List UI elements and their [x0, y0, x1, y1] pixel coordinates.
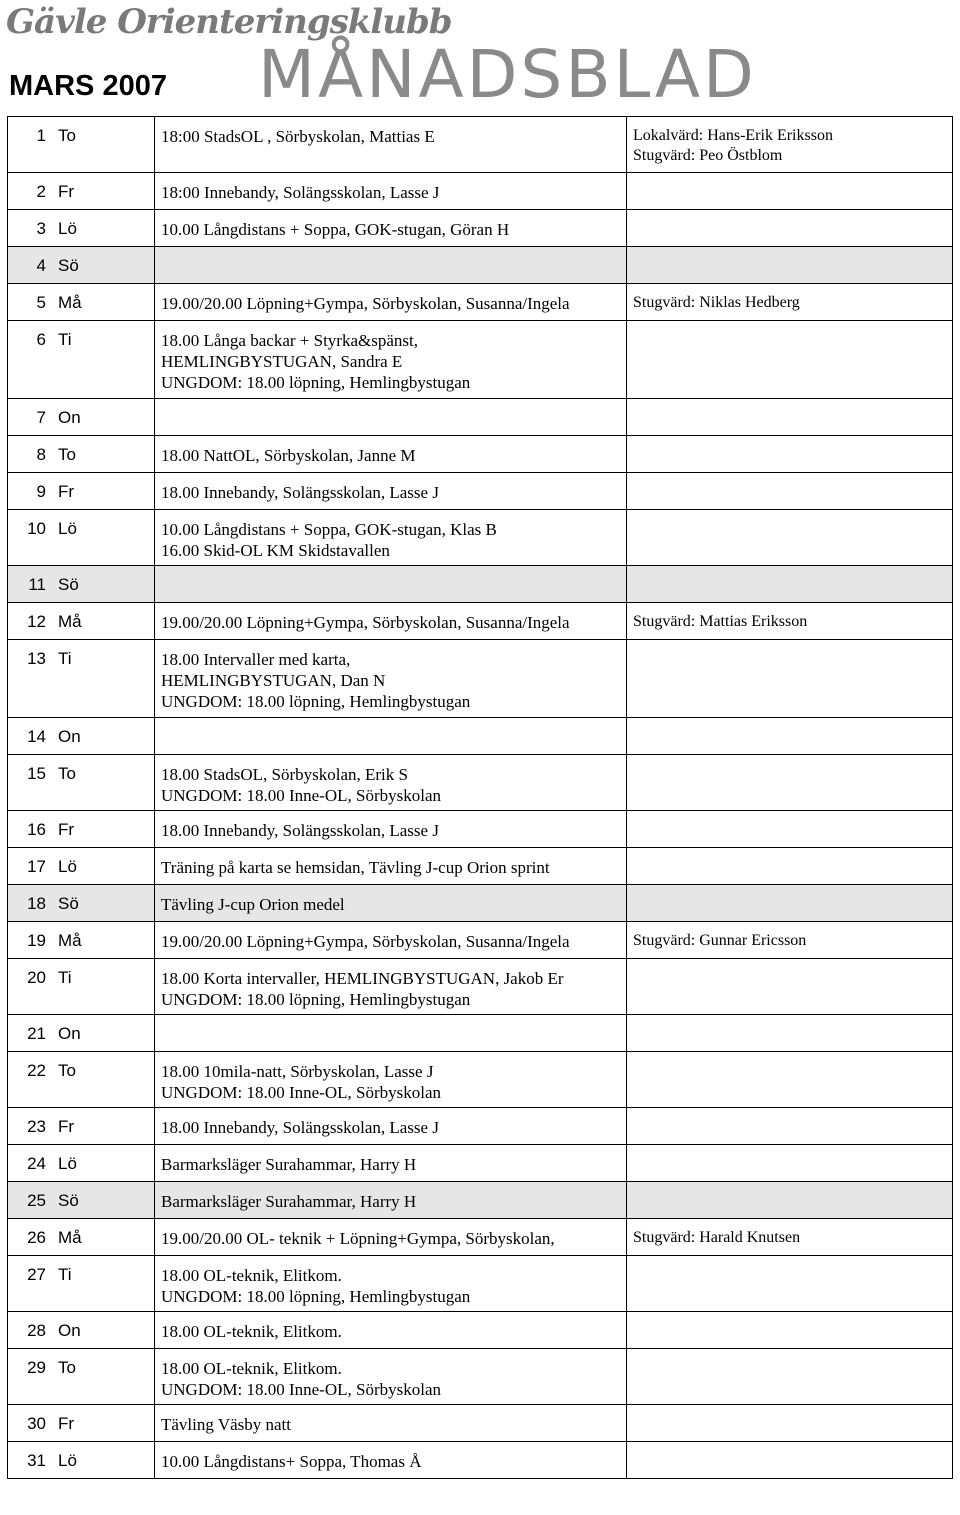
- day-row: [8, 848, 953, 885]
- day-row: [8, 210, 953, 247]
- activity-line: 18:00 StadsOL , Sörbyskolan, Mattias E: [161, 127, 435, 146]
- weekday: Må: [50, 284, 155, 321]
- host-note-cell: [627, 959, 953, 1015]
- activity-cell: [155, 1052, 627, 1108]
- host-note-cell: [627, 321, 953, 399]
- day-number: 25: [8, 1182, 51, 1219]
- host-note-line: Stugvärd: Harald Knutsen: [633, 1229, 801, 1246]
- activity-cell: [155, 510, 627, 566]
- activity-cell: [155, 959, 627, 1015]
- host-note-cell: [627, 1052, 953, 1108]
- publication-title: MÅNADSBLAD: [258, 36, 757, 113]
- day-row: [8, 1052, 953, 1108]
- activity-line: 16.00 Skid-OL KM Skidstavallen: [161, 541, 390, 560]
- activity-cell: [155, 210, 627, 247]
- activity-cell: [155, 718, 627, 755]
- day-number: 27: [8, 1256, 51, 1312]
- weekday: To: [50, 755, 155, 811]
- activity-cell: [155, 1182, 627, 1219]
- day-row: [8, 566, 953, 603]
- activity-cell: [155, 755, 627, 811]
- host-note-line: Stugvärd: Niklas Hedberg: [633, 294, 800, 311]
- weekday: Lö: [50, 1145, 155, 1182]
- day-row: [8, 247, 953, 284]
- activity-line: 19.00/20.00 Löpning+Gympa, Sörbyskolan, Susanna/Ingela: [161, 932, 570, 951]
- activity-line: 18.00 Korta intervaller, HEMLINGBYSTUGAN, Jakob Er: [161, 969, 564, 988]
- activity-line: 18.00 10mila-natt, Sörbyskolan, Lasse J: [161, 1062, 434, 1081]
- activity-line: 18.00 Innebandy, Solängsskolan, Lasse J: [161, 821, 439, 840]
- activity-line: 18.00 Långa backar + Styrka&spänst,: [161, 331, 418, 350]
- weekday: Lö: [50, 510, 155, 566]
- host-note-cell: [627, 1015, 953, 1052]
- activity-line: Barmarksläger Surahammar, Harry H: [161, 1155, 417, 1174]
- day-row: [8, 1442, 953, 1479]
- day-row: [8, 1219, 953, 1256]
- day-number: 16: [8, 811, 51, 848]
- day-row: [8, 399, 953, 436]
- day-row: [8, 173, 953, 210]
- activity-cell: [155, 1145, 627, 1182]
- activity-line: 18:00 Innebandy, Solängsskolan, Lasse J: [161, 183, 440, 202]
- day-row: [8, 1145, 953, 1182]
- day-row: [8, 922, 953, 959]
- day-number: 19: [8, 922, 51, 959]
- host-note-cell: [627, 1256, 953, 1312]
- day-number: 11: [8, 566, 51, 603]
- calendar-body: [8, 117, 953, 1479]
- activity-cell: [155, 1219, 627, 1256]
- activity-line: 18.00 OL-teknik, Elitkom.: [161, 1359, 342, 1378]
- calendar-table: [7, 116, 953, 1479]
- weekday: Lö: [50, 210, 155, 247]
- activity-line: Träning på karta se hemsidan, Tävling J-cup Orion sprint: [161, 858, 550, 877]
- day-row: [8, 1349, 953, 1405]
- day-row: [8, 811, 953, 848]
- day-number: 31: [8, 1442, 51, 1479]
- day-number: 4: [8, 247, 51, 284]
- weekday: Ti: [50, 321, 155, 399]
- host-note-cell: [627, 117, 953, 173]
- weekday: Fr: [50, 473, 155, 510]
- activity-line: UNGDOM: 18.00 löpning, Hemlingbystugan: [161, 692, 471, 711]
- weekday: On: [50, 1015, 155, 1052]
- activity-cell: [155, 436, 627, 473]
- activity-line: 19.00/20.00 Löpning+Gympa, Sörbyskolan, Susanna/Ingela: [161, 294, 570, 313]
- activity-cell: [155, 1442, 627, 1479]
- day-number: 10: [8, 510, 51, 566]
- weekday: To: [50, 436, 155, 473]
- activity-line: UNGDOM: 18.00 löpning, Hemlingbystugan: [161, 1287, 471, 1306]
- day-row: [8, 473, 953, 510]
- host-note-line: Stugvärd: Peo Östblom: [633, 147, 783, 164]
- day-row: [8, 436, 953, 473]
- host-note-cell: [627, 811, 953, 848]
- weekday: On: [50, 399, 155, 436]
- activity-line: HEMLINGBYSTUGAN, Dan N: [161, 671, 386, 690]
- activity-cell: [155, 1349, 627, 1405]
- host-note-cell: [627, 640, 953, 718]
- weekday: To: [50, 117, 155, 173]
- activity-line: 18.00 StadsOL, Sörbyskolan, Erik S: [161, 765, 408, 784]
- activity-cell: [155, 473, 627, 510]
- weekday: Sö: [50, 885, 155, 922]
- weekday: Ti: [50, 1256, 155, 1312]
- activity-line: 18.00 Innebandy, Solängsskolan, Lasse J: [161, 483, 439, 502]
- host-note-cell: [627, 284, 953, 321]
- weekday: To: [50, 1052, 155, 1108]
- host-note-cell: [627, 399, 953, 436]
- day-number: 20: [8, 959, 51, 1015]
- activity-cell: [155, 922, 627, 959]
- day-row: [8, 640, 953, 718]
- day-number: 14: [8, 718, 51, 755]
- host-note-cell: [627, 718, 953, 755]
- weekday: Lö: [50, 848, 155, 885]
- weekday: Lö: [50, 1442, 155, 1479]
- activity-cell: [155, 603, 627, 640]
- day-row: [8, 1312, 953, 1349]
- day-number: 2: [8, 173, 51, 210]
- host-note-line: Stugvärd: Gunnar Ericsson: [633, 932, 807, 949]
- day-row: [8, 1405, 953, 1442]
- host-note-cell: [627, 173, 953, 210]
- month-title: MARS 2007: [9, 70, 167, 102]
- weekday: Sö: [50, 247, 155, 284]
- host-note-cell: [627, 436, 953, 473]
- host-note-cell: [627, 473, 953, 510]
- day-number: 29: [8, 1349, 51, 1405]
- activity-cell: [155, 1405, 627, 1442]
- day-number: 21: [8, 1015, 51, 1052]
- activity-cell: [155, 885, 627, 922]
- weekday: On: [50, 1312, 155, 1349]
- weekday: Sö: [50, 566, 155, 603]
- host-note-cell: [627, 1219, 953, 1256]
- weekday: Må: [50, 603, 155, 640]
- day-row: [8, 321, 953, 399]
- activity-cell: [155, 1312, 627, 1349]
- day-number: 30: [8, 1405, 51, 1442]
- weekday: Sö: [50, 1182, 155, 1219]
- host-note-line: Lokalvärd: Hans-Erik Eriksson: [633, 127, 833, 144]
- day-row: [8, 1108, 953, 1145]
- day-number: 12: [8, 603, 51, 640]
- activity-line: Tävling Väsby natt: [161, 1415, 291, 1434]
- day-number: 6: [8, 321, 51, 399]
- activity-line: 18.00 OL-teknik, Elitkom.: [161, 1266, 342, 1285]
- day-row: [8, 959, 953, 1015]
- masthead: [0, 0, 960, 118]
- day-number: 22: [8, 1052, 51, 1108]
- host-note-cell: [627, 1108, 953, 1145]
- day-number: 24: [8, 1145, 51, 1182]
- activity-line: UNGDOM: 18.00 löpning, Hemlingbystugan: [161, 990, 471, 1009]
- host-note-cell: [627, 247, 953, 284]
- day-number: 8: [8, 436, 51, 473]
- activity-cell: [155, 399, 627, 436]
- activity-line: 18.00 NattOL, Sörbyskolan, Janne M: [161, 446, 416, 465]
- day-row: [8, 1256, 953, 1312]
- weekday: Fr: [50, 1405, 155, 1442]
- activity-cell: [155, 640, 627, 718]
- day-number: 28: [8, 1312, 51, 1349]
- host-note-cell: [627, 922, 953, 959]
- activity-line: UNGDOM: 18.00 Inne-OL, Sörbyskolan: [161, 1083, 442, 1102]
- activity-cell: [155, 117, 627, 173]
- activity-line: 10.00 Långdistans + Soppa, GOK-stugan, Klas B: [161, 520, 497, 539]
- activity-cell: [155, 247, 627, 284]
- activity-line: 19.00/20.00 Löpning+Gympa, Sörbyskolan, Susanna/Ingela: [161, 613, 570, 632]
- weekday: Må: [50, 922, 155, 959]
- activity-line: UNGDOM: 18.00 Inne-OL, Sörbyskolan: [161, 786, 442, 805]
- day-number: 1: [8, 117, 51, 173]
- host-note-cell: [627, 885, 953, 922]
- activity-line: Barmarksläger Surahammar, Harry H: [161, 1192, 417, 1211]
- weekday: Fr: [50, 811, 155, 848]
- day-number: 3: [8, 210, 51, 247]
- host-note-cell: [627, 848, 953, 885]
- day-row: [8, 117, 953, 173]
- day-number: 5: [8, 284, 51, 321]
- host-note-cell: [627, 755, 953, 811]
- activity-line: 18.00 OL-teknik, Elitkom.: [161, 1322, 342, 1341]
- day-row: [8, 885, 953, 922]
- weekday: Fr: [50, 173, 155, 210]
- day-number: 15: [8, 755, 51, 811]
- host-note-cell: [627, 1145, 953, 1182]
- day-number: 7: [8, 399, 51, 436]
- day-row: [8, 718, 953, 755]
- day-number: 18: [8, 885, 51, 922]
- activity-cell: [155, 811, 627, 848]
- club-name: Gävle Orienteringsklubb: [6, 2, 452, 42]
- activity-line: 18.00 Innebandy, Solängsskolan, Lasse J: [161, 1118, 439, 1137]
- host-note-cell: [627, 510, 953, 566]
- host-note-cell: [627, 210, 953, 247]
- activity-cell: [155, 848, 627, 885]
- day-row: [8, 510, 953, 566]
- host-note-cell: [627, 1442, 953, 1479]
- activity-line: Tävling J-cup Orion medel: [161, 895, 345, 914]
- activity-cell: [155, 566, 627, 603]
- activity-line: 10.00 Långdistans+ Soppa, Thomas Å: [161, 1452, 422, 1471]
- day-row: [8, 603, 953, 640]
- weekday: To: [50, 1349, 155, 1405]
- host-note-line: Stugvärd: Mattias Eriksson: [633, 613, 808, 630]
- day-number: 23: [8, 1108, 51, 1145]
- day-number: 13: [8, 640, 51, 718]
- day-row: [8, 1015, 953, 1052]
- activity-line: 19.00/20.00 OL- teknik + Löpning+Gympa, Sörbyskolan,: [161, 1229, 555, 1248]
- activity-cell: [155, 1108, 627, 1145]
- host-note-cell: [627, 1312, 953, 1349]
- activity-cell: [155, 1256, 627, 1312]
- activity-cell: [155, 1015, 627, 1052]
- activity-cell: [155, 173, 627, 210]
- day-number: 17: [8, 848, 51, 885]
- day-number: 26: [8, 1219, 51, 1256]
- weekday: Må: [50, 1219, 155, 1256]
- weekday: Ti: [50, 640, 155, 718]
- day-number: 9: [8, 473, 51, 510]
- activity-line: UNGDOM: 18.00 Inne-OL, Sörbyskolan: [161, 1380, 442, 1399]
- weekday: Ti: [50, 959, 155, 1015]
- activity-cell: [155, 284, 627, 321]
- day-row: [8, 1182, 953, 1219]
- host-note-cell: [627, 603, 953, 640]
- host-note-cell: [627, 1182, 953, 1219]
- day-row: [8, 284, 953, 321]
- day-row: [8, 755, 953, 811]
- activity-line: UNGDOM: 18.00 löpning, Hemlingbystugan: [161, 373, 471, 392]
- weekday: On: [50, 718, 155, 755]
- activity-cell: [155, 321, 627, 399]
- activity-line: 10.00 Långdistans + Soppa, GOK-stugan, Göran H: [161, 220, 510, 239]
- host-note-cell: [627, 566, 953, 603]
- activity-line: HEMLINGBYSTUGAN, Sandra E: [161, 352, 403, 371]
- host-note-cell: [627, 1405, 953, 1442]
- host-note-cell: [627, 1349, 953, 1405]
- activity-line: 18.00 Intervaller med karta,: [161, 650, 351, 669]
- weekday: Fr: [50, 1108, 155, 1145]
